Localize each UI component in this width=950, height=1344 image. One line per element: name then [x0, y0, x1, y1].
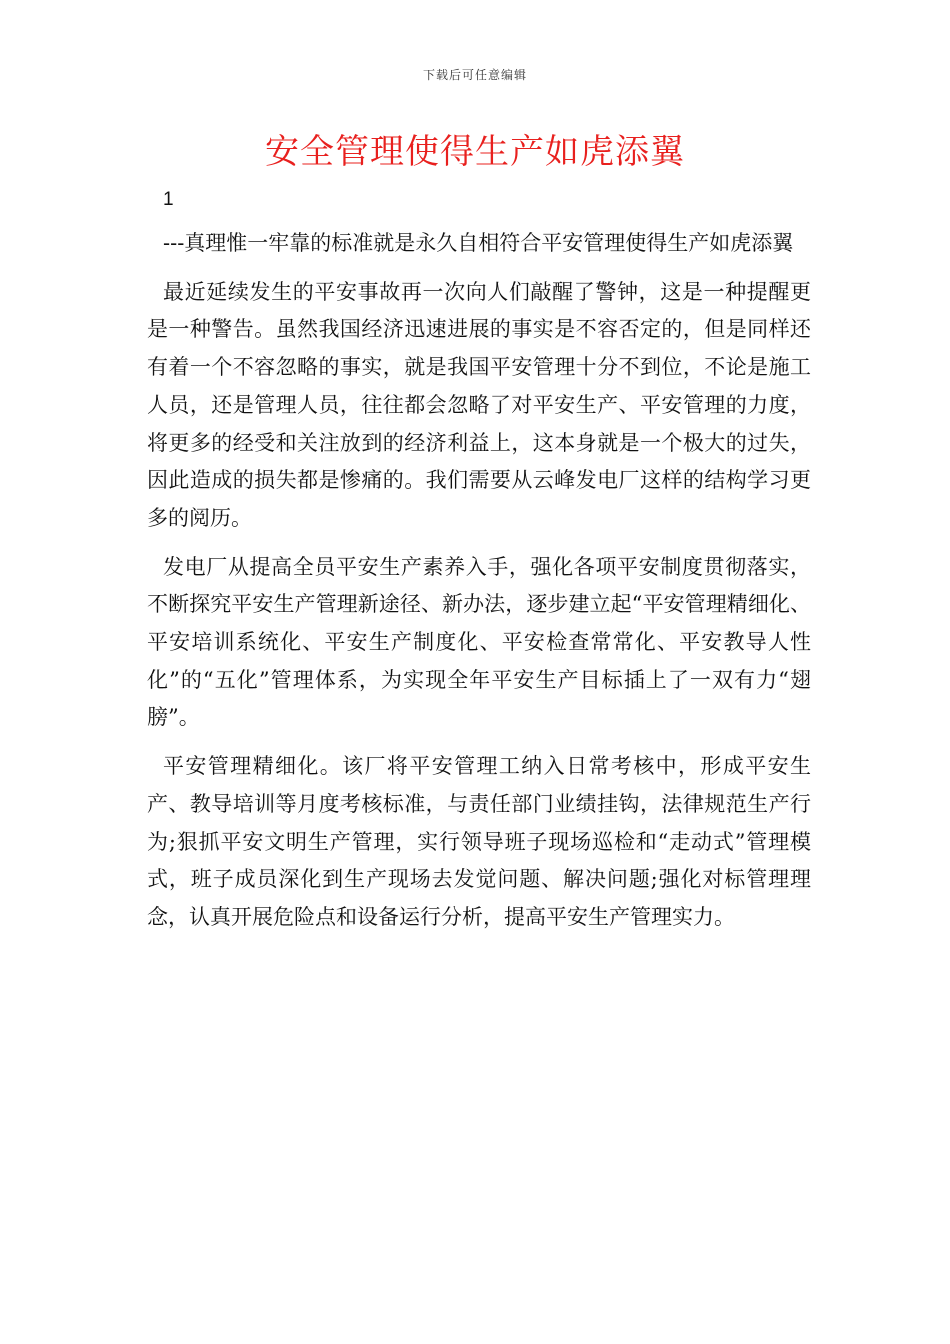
paragraph-intro: 最近延续发生的平安事故再一次向人们敲醒了警钟，这是一种提醒更是一种警告。虽然我国经济迅速进展的事实是不容否定的，但是同样还有着一个不容忽略的事实，就是我国平安管理十分不到位，不论是施工人员，还是管理人员，往往都会忽略了对平安生产、平安管理的力度，将更多的经受和关注放到的经济利益上，这本身就是一个极大的过失，因此造成的损失都是惨痛的。我们需要从云峰发电厂这样的结构学习更多的阅历。	[147, 279, 811, 530]
header-note: 下载后可任意编辑	[422, 68, 527, 82]
paragraph-refined-management: 平安管理精细化。该厂将平安管理工纳入日常考核中，形成平安生产、教导培训等月度考核标准，与责任部门业绩挂钩，法律规范生产行为;狠抓平安文明生产管理，实行领导班子现场巡检和“走动式”管理模式，班子成员深化到生产现场去发觉问题、解决问题;强化对标管理理念，认真开展危险点和设备运行分析，提高平安生产管理实力。	[147, 754, 811, 929]
section-number: 1	[163, 189, 174, 210]
paragraph-five-systems: 发电厂从提高全员平安生产素养入手，强化各项平安制度贯彻落实，不断探究平安生产管理新途径、新办法，逐步建立起“平安管理精细化、平安培训系统化、平安生产制度化、平安检查常常化、平安教导人性化”的“五化”管理体系，为实现全年平安生产目标插上了一双有力“翅膀”。	[147, 554, 811, 730]
document-body	[147, 225, 811, 937]
paragraph-subtitle: ---真理惟一牢靠的标准就是永久自相符合平安管理使得生产如虎添翼	[163, 231, 794, 255]
document-title: 安全管理使得生产如虎添翼	[265, 132, 685, 172]
